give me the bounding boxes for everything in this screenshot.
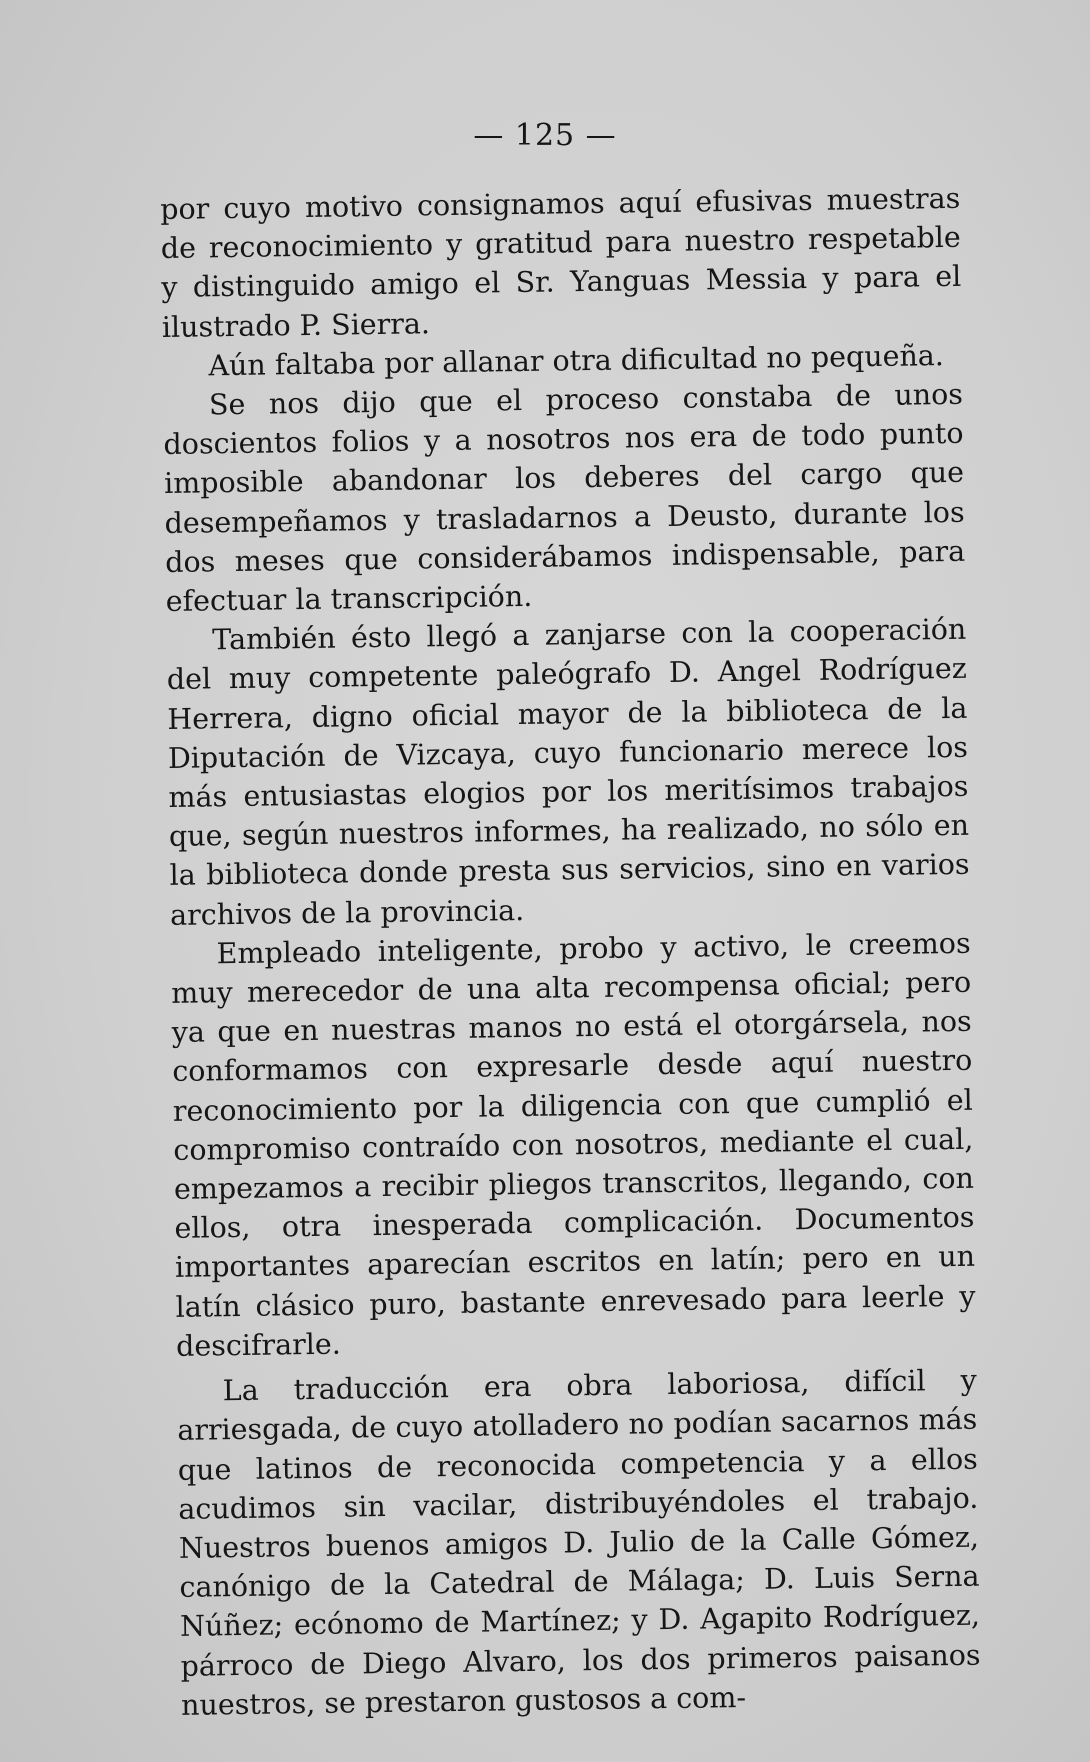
- paragraph-6: La traducción era obra laboriosa, difícil y arriesgada, de cuyo atolladero no podían sacarnos más que latinos de reconocida competencia y a ellos acudimos sin vacilar, distribuyéndoles el trabajo. Nuestros buenos amigos D. Julio de la Calle Gómez, canónigo de la Catedral de Málaga; D. Luis Serna Núñez; ecónomo de Martínez; y D. Agapito Rodríguez, párroco de Diego Alvaro, los dos primeros paisanos nuestros, se prestaron gustosos a com-: [177, 1363, 981, 1722]
- paragraph-5: Empleado inteligente, probo y activo, le creemos muy merecedor de una alta recompensa oficial; pero ya que en nuestras manos no está el otorgársela, nos conformamos con expresarle desde aquí nuestro reconocimiento por la diligencia con que cumplió el compromiso contraído con nosotros, mediante el cual, empezamos a recibir pliegos transcritos, llegando, con ellos, otra inesperada complicación. Documentos importantes aparecían escritos en latín; pero en un latín clásico puro, bastante enrevesado para leerle y descifrarle.: [170, 926, 976, 1363]
- paragraph-3: Se nos dijo que el proceso constaba de unos doscientos folios y a nosotros nos era de todo punto imposible abandonar los deberes del cargo que desempeñamos y trasladarnos a Deusto, durante los dos meses que considerábamos indispensable, para efectuar la transcripción.: [163, 377, 966, 618]
- paragraph-2: Aún faltaba por allanar otra dificultad no pequeña.: [208, 338, 945, 383]
- page-number: — 125 —: [473, 118, 617, 153]
- paragraph-4: También ésto llegó a zanjarse con la cooperación del muy competente paleógrafo D. Angel Rodríguez Herrera, digno oficial mayor de la biblioteca de la Diputación de Vizcaya, cuyo funcionario merece los más entusiastas elogios por los meritísimos trabajos que, según nuestros informes, ha realizado, no sólo en la biblioteca donde presta sus servicios, sino en varios archivos de la provincia.: [166, 613, 970, 932]
- body-text: [160, 179, 981, 1725]
- paragraph-1: por cuyo motivo consignamos aquí efusivas muestras de reconocimiento y gratitud para nuestro respetable y distinguido amigo el Sr. Yanguas Messia y para el ilustrado P. Sierra.: [160, 181, 962, 344]
